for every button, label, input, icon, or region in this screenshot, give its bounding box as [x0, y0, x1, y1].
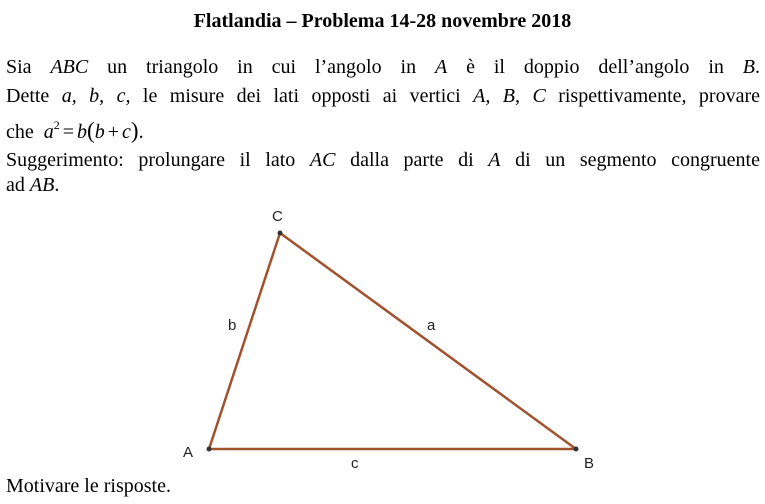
formula: $a^2 = b(b + c)$	[43, 118, 139, 143]
hint-line-1: Suggerimento: prolungare il lato AC dalla parte di A di un segmento congruente	[6, 149, 760, 171]
side-a-line	[280, 233, 576, 449]
paragraph-sides: Dette a, b, c, le misure dei lati opposti ai vertici A, B, C rispettivamente, provare	[6, 85, 760, 107]
vertex-b-label: B	[584, 455, 595, 472]
vertex-a-label: A	[183, 444, 194, 461]
paragraph-statement: Sia ABC un triangolo in cui l’angolo in A è il doppio dell’angolo in B.	[6, 56, 761, 78]
vertex-a-point	[207, 447, 212, 452]
page-title: Flatlandia – Problema 14-28 novembre 2018	[193, 10, 572, 32]
side-a-label: a	[427, 317, 436, 334]
side-b-label: b	[228, 317, 237, 334]
paragraph-formula: che $a^2 = b(b + c)$.	[6, 118, 144, 143]
vertex-c-point	[278, 231, 283, 236]
side-b-line	[209, 233, 280, 449]
hint-line-2: ad AB.	[6, 174, 60, 196]
vertex-b-point	[574, 447, 579, 452]
triangle-name: ABC	[50, 56, 89, 78]
side-c-label: c	[351, 455, 359, 472]
vertex-c-label: C	[272, 208, 283, 225]
footer-note: Motivare le risposte.	[6, 475, 171, 497]
